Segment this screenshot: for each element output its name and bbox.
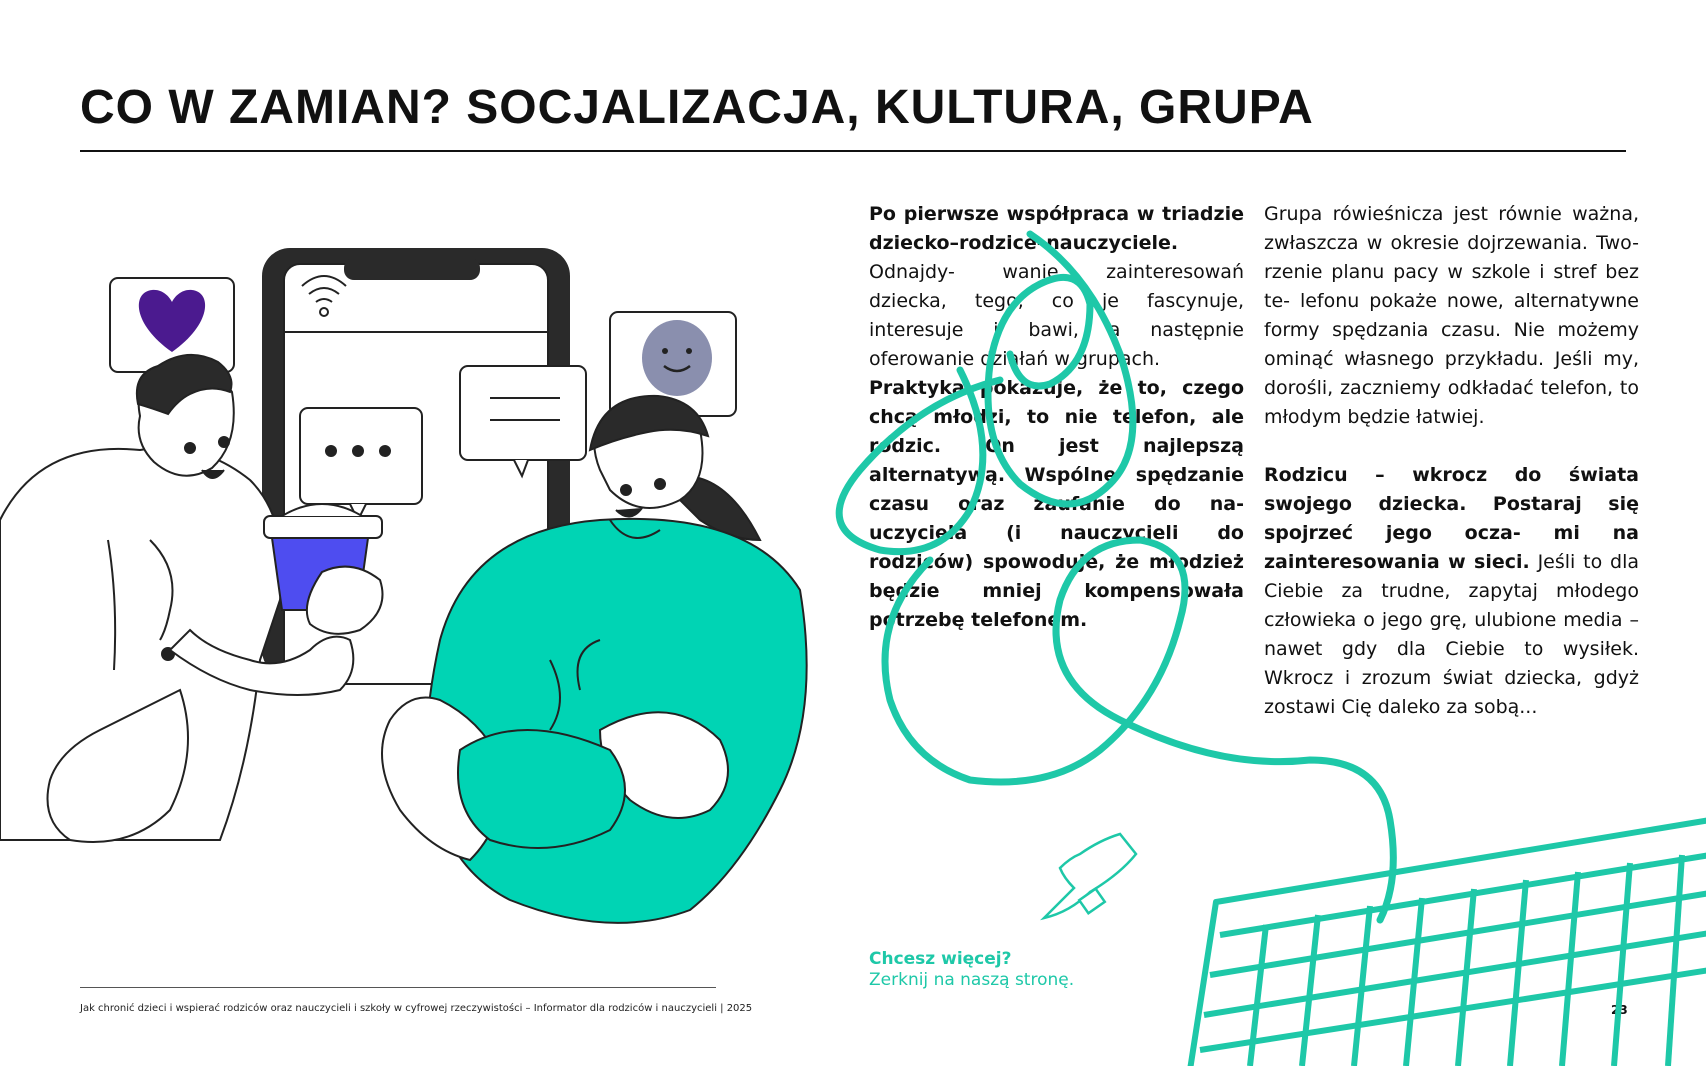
- lead-bold: Praktyka pokazuje, że to, czego chcą młodzi, to nie telefon, ale rodzic. On jest najlepszą alternatywą. Wspólne spędzanie czasu oraz zaufanie do na- uczyciela (i nauczycieli do rodziców) spowoduje, że młodzież będzie mniej kompensowała potrzebę telefonem.: [869, 377, 1244, 631]
- cta-block: [869, 949, 1074, 991]
- lead-bold: Po pierwsze współpraca w triadzie dziecko–rodzice–nauczyciele.: [869, 203, 1244, 254]
- paragraph: [1264, 461, 1639, 722]
- page-title: CO W ZAMIAN? SOCJALIZACJA, KULTURA, GRUPA: [80, 81, 1314, 134]
- footer-divider: [80, 987, 716, 988]
- page-number: 23: [1611, 1003, 1628, 1017]
- keyboard-icon: [1190, 820, 1706, 1066]
- ellipsis-icon: [325, 445, 391, 457]
- title-divider: [80, 150, 1626, 152]
- column-right: [1264, 200, 1639, 722]
- cta-link[interactable]: Zerknij na naszą stronę.: [869, 970, 1075, 990]
- footer-text: Jak chronić dzieci i wspierać rodziców oraz nauczycieli i szkoły w cyfrowej rzeczywistości – Informator dla rodziców i nauczycieli | 2025: [80, 1003, 753, 1014]
- paragraph: [1264, 200, 1639, 432]
- paragraph: [869, 374, 1244, 635]
- pointing-hand-icon: [1044, 834, 1136, 918]
- body-text: Grupa rówieśnicza jest równie ważna, zwłaszcza w okresie dojrzewania. Two- rzenie planu pacy w szkole i stref bez te- lefonu pokaże nowe, alternatywne formy spędzania czasu. Nie możemy ominąć własnego przykładu. Jeśli my, dorośli, zaczniemy odkładać telefon, to młodym będzie łatwiej.: [1264, 203, 1639, 428]
- column-left: [869, 200, 1244, 635]
- message-bubble: [460, 366, 586, 476]
- paragraph: [869, 200, 1244, 374]
- body-text: Odnajdy- wanie zainteresowań dziecka, tego, co je fascynuje, interesuje i bawi, a następnie oferowanie działań w grupach.: [869, 261, 1244, 370]
- body-text: Jeśli to dla Ciebie za trudne, zapytaj młodego człowieka o jego grę, ulubione media – nawet gdy dla Ciebie to wysiłek. Wkrocz i zrozum świat dziecka, gdyż zostawi Cię daleko za sobą...: [1264, 551, 1639, 718]
- cta-question: Chcesz więcej?: [869, 949, 1012, 969]
- lead-bold: Rodzicu – wkrocz do świata swojego dziecka. Postaraj się spojrzeć jego ocza- mi na zainteresowania w sieci.: [1264, 464, 1639, 573]
- people-with-phone-illustration: [0, 220, 820, 940]
- smiley-icon: [642, 320, 712, 396]
